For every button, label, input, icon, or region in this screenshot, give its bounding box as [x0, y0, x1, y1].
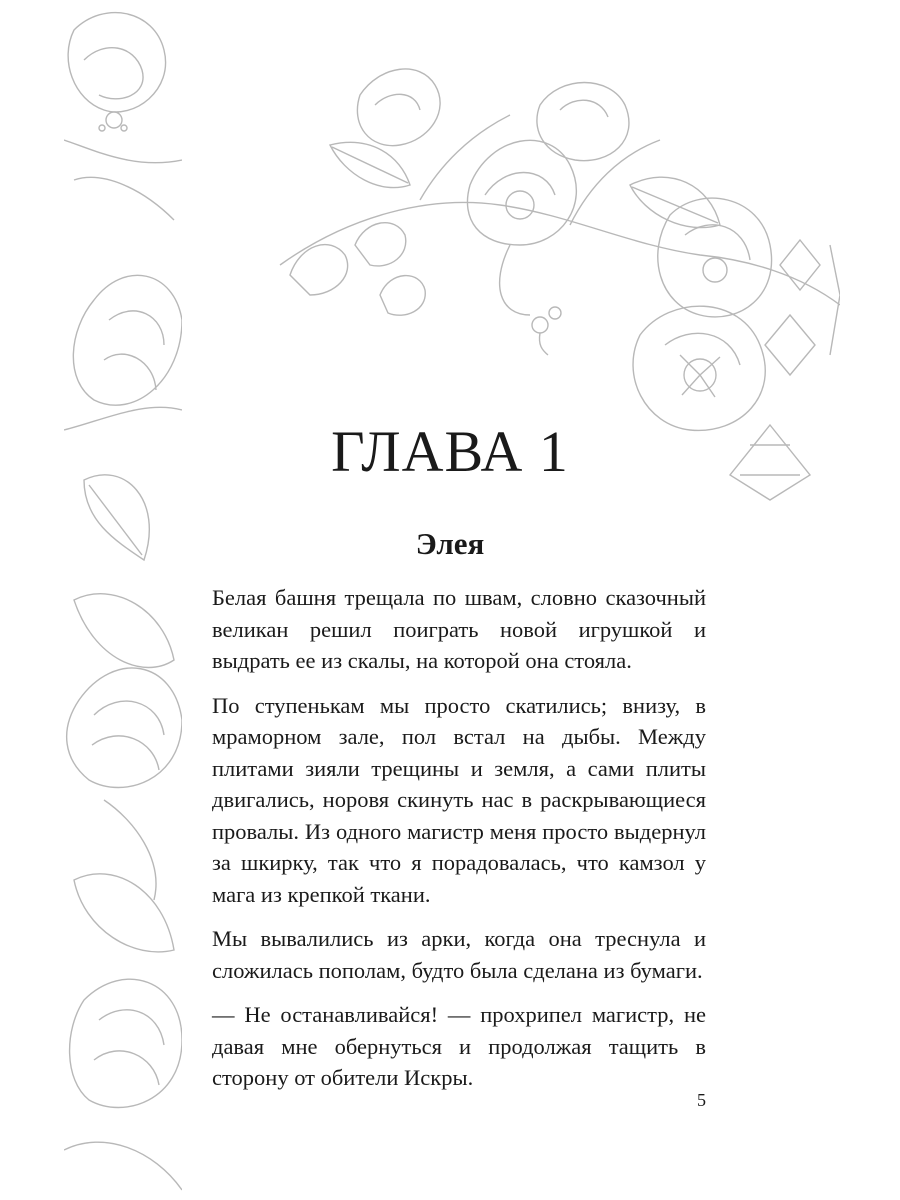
chapter-body	[212, 582, 706, 1107]
page-number: 5	[697, 1090, 706, 1110]
chapter-subtitle: Элея	[415, 526, 485, 561]
chapter-title: ГЛАВА 1	[331, 419, 569, 484]
floral-border-icon	[64, 0, 182, 1200]
paragraph: По ступенькам мы просто скатились; внизу, в мраморном зале, пол встал на дыбы. Между плитами зияли трещины и земля, а сами плиты двигались, норовя скинуть нас в раскрывающиеся провалы. Из одного магистр меня просто выдернул за шкирку, так что я порадовалась, что камзол у мага из крепкой ткани.	[212, 692, 706, 907]
paragraph: — Не останавливайся! — прохрипел магистр, не давая мне обернуться и продолжая тащить в сторону от обители Искры.	[212, 1002, 706, 1090]
paragraph: Мы вывалились из арки, когда она треснула и сложилась пополам, будто была сделана из бумаги.	[212, 926, 706, 983]
paragraph: Белая башня трещала по швам, словно сказочный великан решил поиграть новой игрушкой и выдрать ее из скалы, на которой она стояла.	[212, 585, 706, 673]
